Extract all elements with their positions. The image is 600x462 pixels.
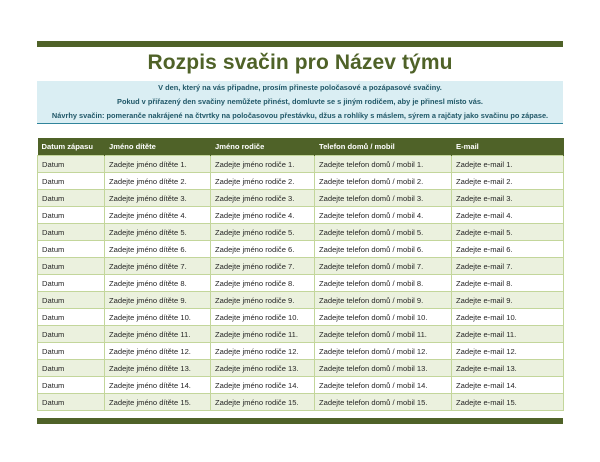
cell-child-name[interactable]: Zadejte jméno dítěte 6.	[105, 241, 211, 258]
cell-phone[interactable]: Zadejte telefon domů / mobil 6.	[315, 241, 452, 258]
cell-child-name[interactable]: Zadejte jméno dítěte 3.	[105, 190, 211, 207]
cell-parent-name[interactable]: Zadejte jméno rodiče 7.	[211, 258, 315, 275]
cell-parent-name[interactable]: Zadejte jméno rodiče 13.	[211, 360, 315, 377]
top-divider	[37, 41, 563, 47]
cell-phone[interactable]: Zadejte telefon domů / mobil 2.	[315, 173, 452, 190]
cell-phone[interactable]: Zadejte telefon domů / mobil 10.	[315, 309, 452, 326]
cell-parent-name[interactable]: Zadejte jméno rodiče 1.	[211, 156, 315, 173]
table-row	[38, 292, 564, 309]
cell-parent-name[interactable]: Zadejte jméno rodiče 4.	[211, 207, 315, 224]
column-header-phone[interactable]: Telefon domů / mobil	[315, 138, 452, 156]
cell-date[interactable]: Datum	[38, 343, 105, 360]
cell-date[interactable]: Datum	[38, 224, 105, 241]
cell-parent-name[interactable]: Zadejte jméno rodiče 12.	[211, 343, 315, 360]
cell-child-name[interactable]: Zadejte jméno dítěte 8.	[105, 275, 211, 292]
cell-email[interactable]: Zadejte e-mail 2.	[452, 173, 564, 190]
cell-email[interactable]: Zadejte e-mail 1.	[452, 156, 564, 173]
cell-email[interactable]: Zadejte e-mail 7.	[452, 258, 564, 275]
cell-email[interactable]: Zadejte e-mail 13.	[452, 360, 564, 377]
cell-date[interactable]: Datum	[38, 326, 105, 343]
table-row	[38, 326, 564, 343]
cell-child-name[interactable]: Zadejte jméno dítěte 15.	[105, 394, 211, 411]
page-title: Rozpis svačin pro Název týmu	[147, 51, 453, 74]
cell-parent-name[interactable]: Zadejte jméno rodiče 2.	[211, 173, 315, 190]
column-header-child-name[interactable]: Jméno dítěte	[105, 138, 211, 156]
cell-email[interactable]: Zadejte e-mail 9.	[452, 292, 564, 309]
cell-email[interactable]: Zadejte e-mail 11.	[452, 326, 564, 343]
cell-child-name[interactable]: Zadejte jméno dítěte 12.	[105, 343, 211, 360]
cell-email[interactable]: Zadejte e-mail 15.	[452, 394, 564, 411]
cell-phone[interactable]: Zadejte telefon domů / mobil 13.	[315, 360, 452, 377]
cell-child-name[interactable]: Zadejte jméno dítěte 10.	[105, 309, 211, 326]
table-row	[38, 275, 564, 292]
cell-date[interactable]: Datum	[38, 360, 105, 377]
cell-date[interactable]: Datum	[38, 377, 105, 394]
cell-child-name[interactable]: Zadejte jméno dítěte 14.	[105, 377, 211, 394]
table-row	[38, 377, 564, 394]
cell-date[interactable]: Datum	[38, 241, 105, 258]
column-header-parent-name[interactable]: Jméno rodiče	[211, 138, 315, 156]
cell-child-name[interactable]: Zadejte jméno dítěte 13.	[105, 360, 211, 377]
cell-phone[interactable]: Zadejte telefon domů / mobil 11.	[315, 326, 452, 343]
table-row	[38, 360, 564, 377]
instructions-box	[37, 81, 563, 124]
cell-date[interactable]: Datum	[38, 309, 105, 326]
cell-date[interactable]: Datum	[38, 190, 105, 207]
cell-date[interactable]: Datum	[38, 207, 105, 224]
cell-phone[interactable]: Zadejte telefon domů / mobil 15.	[315, 394, 452, 411]
table-row	[38, 258, 564, 275]
cell-date[interactable]: Datum	[38, 292, 105, 309]
cell-phone[interactable]: Zadejte telefon domů / mobil 9.	[315, 292, 452, 309]
cell-email[interactable]: Zadejte e-mail 12.	[452, 343, 564, 360]
cell-parent-name[interactable]: Zadejte jméno rodiče 3.	[211, 190, 315, 207]
cell-child-name[interactable]: Zadejte jméno dítěte 1.	[105, 156, 211, 173]
cell-phone[interactable]: Zadejte telefon domů / mobil 5.	[315, 224, 452, 241]
snack-schedule-table	[37, 138, 564, 411]
cell-date[interactable]: Datum	[38, 275, 105, 292]
cell-email[interactable]: Zadejte e-mail 4.	[452, 207, 564, 224]
cell-phone[interactable]: Zadejte telefon domů / mobil 4.	[315, 207, 452, 224]
column-header-match-date[interactable]: Datum zápasu	[38, 138, 105, 156]
cell-email[interactable]: Zadejte e-mail 6.	[452, 241, 564, 258]
cell-date[interactable]: Datum	[38, 394, 105, 411]
cell-phone[interactable]: Zadejte telefon domů / mobil 3.	[315, 190, 452, 207]
table-row	[38, 207, 564, 224]
cell-phone[interactable]: Zadejte telefon domů / mobil 1.	[315, 156, 452, 173]
table-row	[38, 190, 564, 207]
cell-date[interactable]: Datum	[38, 156, 105, 173]
cell-email[interactable]: Zadejte e-mail 5.	[452, 224, 564, 241]
table-row	[38, 241, 564, 258]
cell-child-name[interactable]: Zadejte jméno dítěte 9.	[105, 292, 211, 309]
cell-date[interactable]: Datum	[38, 173, 105, 190]
table-row	[38, 224, 564, 241]
table-row	[38, 394, 564, 411]
cell-parent-name[interactable]: Zadejte jméno rodiče 15.	[211, 394, 315, 411]
table-row	[38, 173, 564, 190]
table-row	[38, 343, 564, 360]
cell-parent-name[interactable]: Zadejte jméno rodiče 5.	[211, 224, 315, 241]
cell-email[interactable]: Zadejte e-mail 8.	[452, 275, 564, 292]
cell-email[interactable]: Zadejte e-mail 3.	[452, 190, 564, 207]
cell-phone[interactable]: Zadejte telefon domů / mobil 7.	[315, 258, 452, 275]
cell-parent-name[interactable]: Zadejte jméno rodiče 10.	[211, 309, 315, 326]
instruction-line-3: Návrhy svačin: pomerančе nakrájené na čtvrtky na poločasovou přestávku, džus a rohlíky s máslem, sýrem a rajčaty jako svačinu po zápase.	[51, 111, 549, 120]
column-header-email[interactable]: E-mail	[452, 138, 564, 156]
cell-phone[interactable]: Zadejte telefon domů / mobil 8.	[315, 275, 452, 292]
instruction-line-1: V den, který na vás připadne, prosím přineste poločasové a pozápasové svačiny.	[158, 83, 442, 92]
cell-email[interactable]: Zadejte e-mail 10.	[452, 309, 564, 326]
cell-date[interactable]: Datum	[38, 258, 105, 275]
bottom-divider	[37, 418, 563, 424]
cell-child-name[interactable]: Zadejte jméno dítěte 2.	[105, 173, 211, 190]
table-row	[38, 309, 564, 326]
cell-parent-name[interactable]: Zadejte jméno rodiče 11.	[211, 326, 315, 343]
table-header-row	[38, 138, 564, 156]
cell-phone[interactable]: Zadejte telefon domů / mobil 12.	[315, 343, 452, 360]
cell-child-name[interactable]: Zadejte jméno dítěte 5.	[105, 224, 211, 241]
cell-parent-name[interactable]: Zadejte jméno rodiče 8.	[211, 275, 315, 292]
cell-parent-name[interactable]: Zadejte jméno rodiče 9.	[211, 292, 315, 309]
table-row	[38, 156, 564, 173]
cell-child-name[interactable]: Zadejte jméno dítěte 7.	[105, 258, 211, 275]
instruction-line-2: Pokud v přiřazený den svačiny nemůžete přinést, domluvte se s jiným rodičem, aby je přinesl místo vás.	[117, 97, 483, 106]
cell-parent-name[interactable]: Zadejte jméno rodiče 6.	[211, 241, 315, 258]
cell-child-name[interactable]: Zadejte jméno dítěte 11.	[105, 326, 211, 343]
cell-phone[interactable]: Zadejte telefon domů / mobil 14.	[315, 377, 452, 394]
cell-child-name[interactable]: Zadejte jméno dítěte 4.	[105, 207, 211, 224]
cell-email[interactable]: Zadejte e-mail 14.	[452, 377, 564, 394]
cell-parent-name[interactable]: Zadejte jméno rodiče 14.	[211, 377, 315, 394]
